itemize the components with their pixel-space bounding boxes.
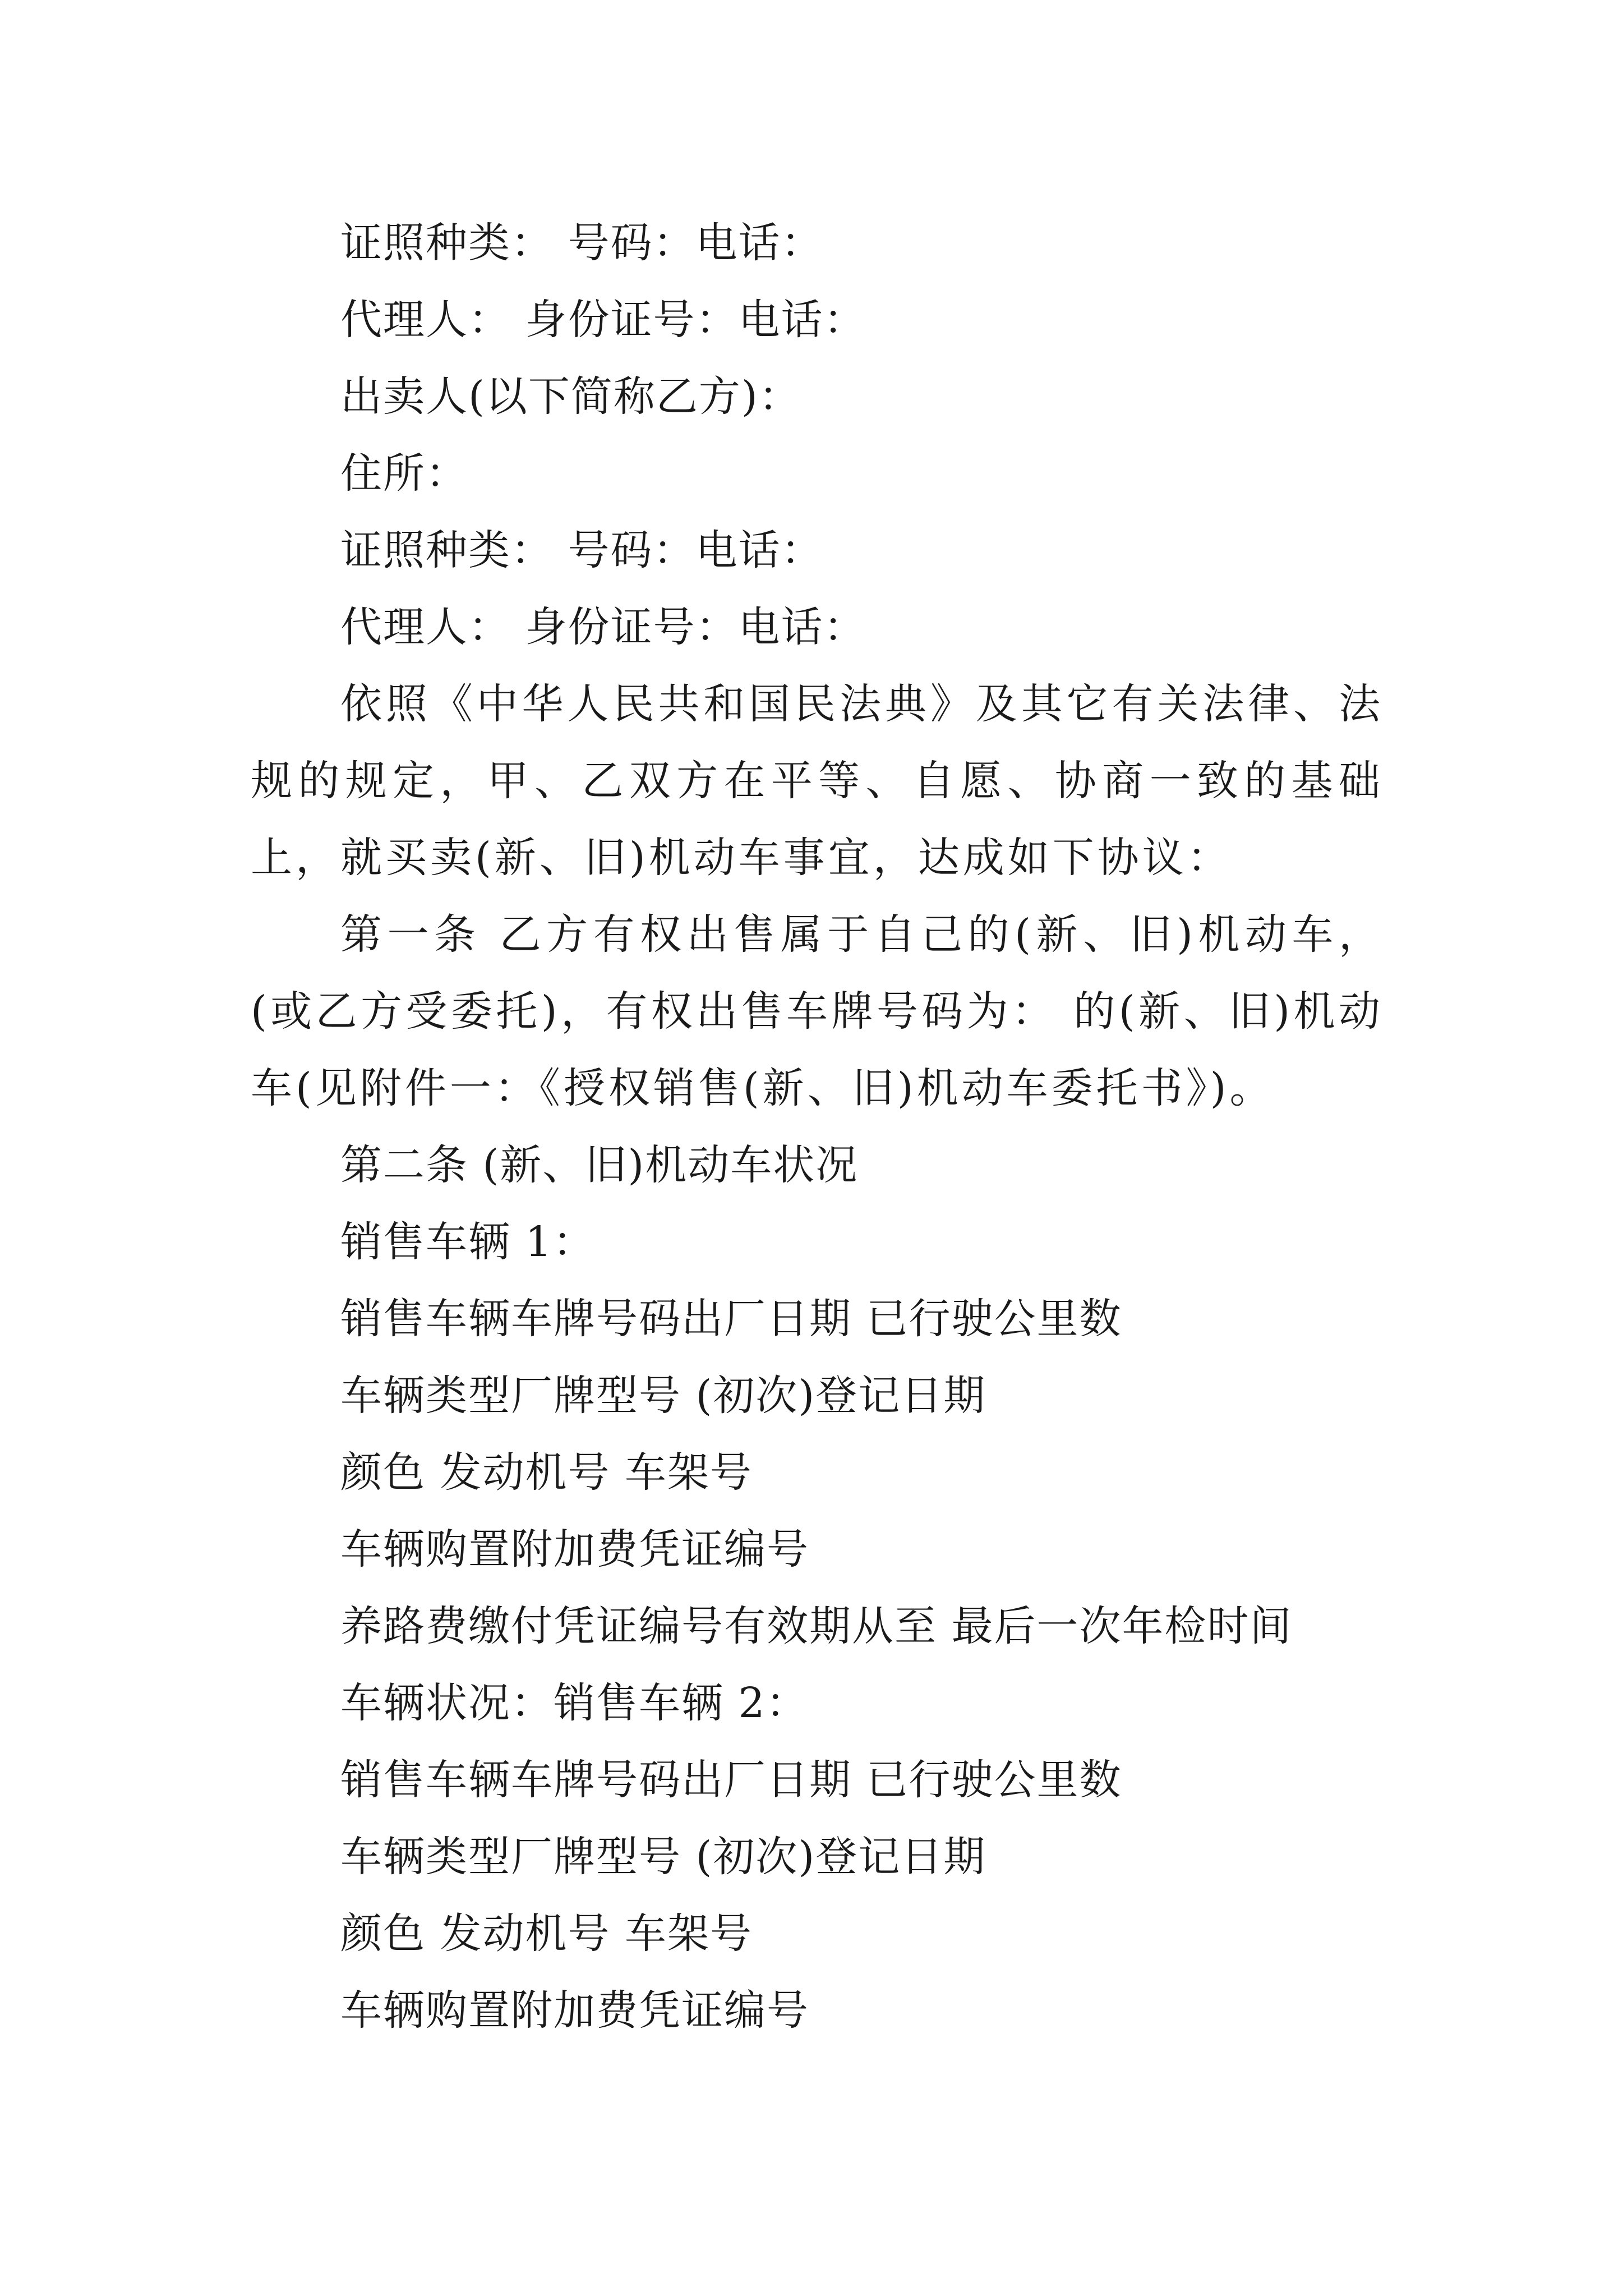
vehicle-2-plate-line: 销售车辆车牌号码出厂日期 已行驶公里数	[340, 1756, 1122, 1804]
document-body	[251, 205, 1384, 2049]
vehicle-2-color-line: 颜色 发动机号 车架号	[340, 1910, 753, 1958]
seller-address-line: 住所：	[340, 449, 468, 498]
buyer-agent-line: 代理人： 身份证号：电话：	[340, 296, 866, 344]
vehicle-1-color-line: 颜色 发动机号 车架号	[340, 1448, 753, 1497]
buyer-id-type-line: 证照种类： 号码：电话：	[340, 219, 824, 267]
legal-basis-paragraph: 依照《中华人民共和国民法典》及其它有关法律、法规的规定，甲、乙双方在平等、自愿、协商一致的基础上，就买卖(新、旧)机动车事宜，达成如下协议：	[251, 680, 1384, 882]
article-one-paragraph: 第一条 乙方有权出售属于自己的(新、旧)机动车，(或乙方受委托)，有权出售车牌号码为： 的(新、旧)机动车(见附件一：《授权销售(新、旧)机动车委托书》)。	[251, 910, 1384, 1112]
vehicle-2-purchase-fee-line: 车辆购置附加费凭证编号	[340, 1986, 809, 2035]
vehicle-1-type-line: 车辆类型厂牌型号 (初次)登记日期	[340, 1372, 986, 1420]
vehicle-1-purchase-fee-line: 车辆购置附加费凭证编号	[340, 1525, 809, 1573]
seller-agent-line: 代理人： 身份证号：电话：	[340, 603, 866, 651]
vehicle-1-road-fee-line: 养路费缴付凭证编号有效期从至 最后一次年检时间	[340, 1602, 1293, 1650]
article-two-heading: 第二条 (新、旧)机动车状况	[340, 1141, 859, 1189]
vehicle-1-plate-line: 销售车辆车牌号码出厂日期 已行驶公里数	[340, 1295, 1122, 1343]
seller-heading-line: 出卖人(以下简称乙方)：	[340, 372, 801, 421]
seller-id-type-line: 证照种类： 号码：电话：	[340, 526, 824, 574]
vehicle-1-heading: 销售车辆 1：	[340, 1218, 596, 1266]
vehicle-2-type-line: 车辆类型厂牌型号 (初次)登记日期	[340, 1833, 986, 1881]
vehicle-2-heading: 车辆状况：销售车辆 2：	[340, 1679, 809, 1727]
